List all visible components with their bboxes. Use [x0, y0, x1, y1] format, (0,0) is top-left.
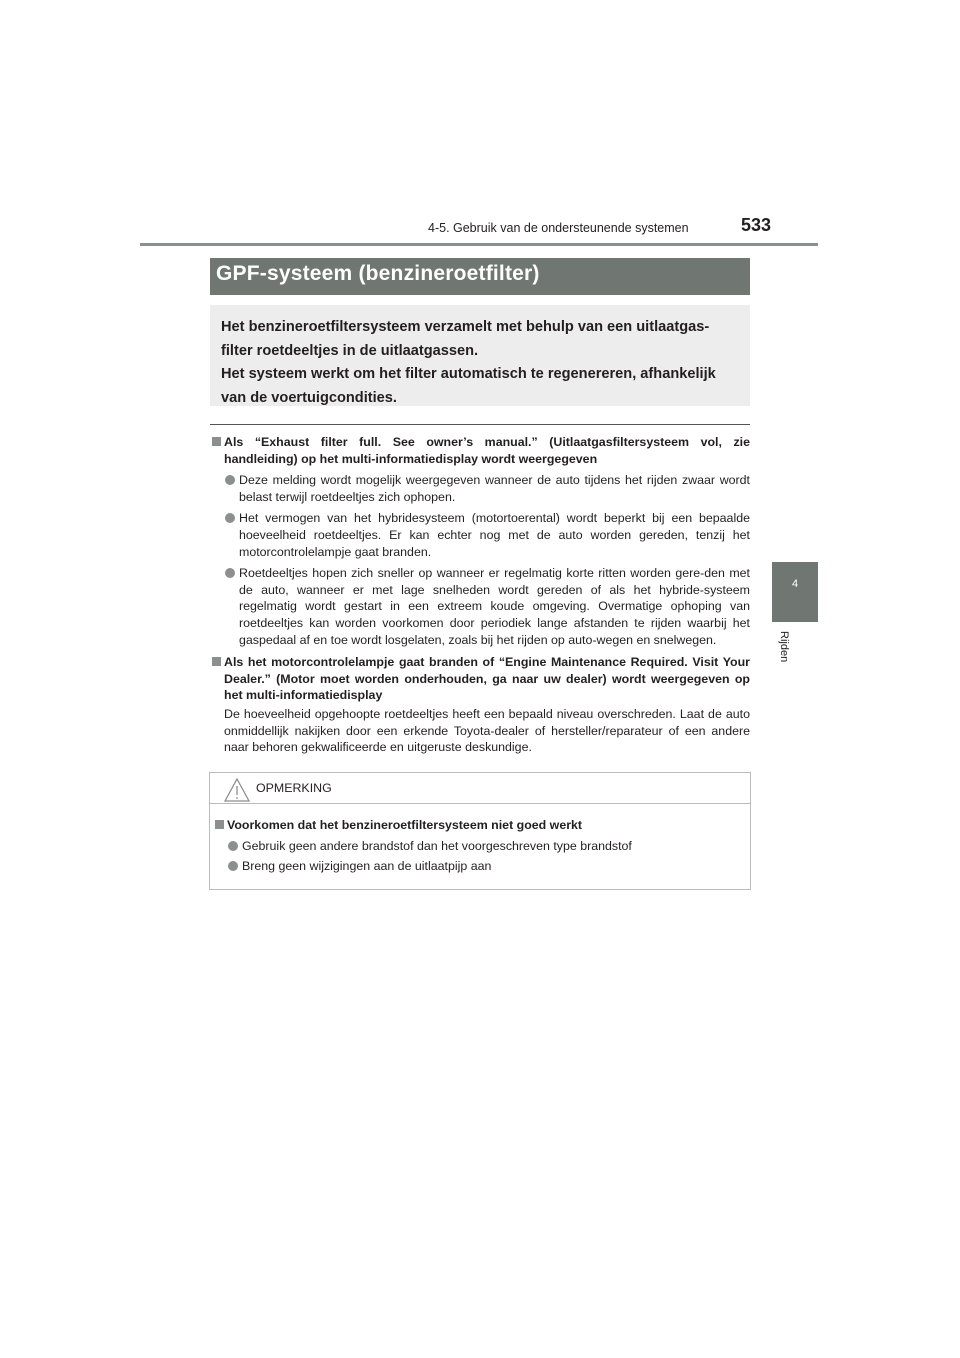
header-divider: [140, 243, 818, 246]
list-item-text: Deze melding wordt mogelijk weergegeven wanneer de auto tijdens het rijden zwaar wordt belast terwijl roetdeeltjes zich ophopen.: [239, 473, 750, 504]
note-box: [209, 772, 751, 890]
note-list-item: [213, 858, 743, 875]
warning-icon: [224, 778, 250, 802]
chapter-number: 4: [791, 578, 799, 590]
circle-bullet-icon: [228, 841, 238, 851]
list-item-text: Het vermogen van het hybridesysteem (motortoerental) wordt beperkt bij een bepaalde hoeveelheid roetdeeltjes. Er kan echter nog met de auto worden gereden, tenzij het motorcontrolelampje gaat branden.: [239, 511, 750, 559]
section-heading-text: Als het motorcontrolelampje gaat branden of “Engine Maintenance Required. Visit Your Dealer.” (Motor moet worden onderhouden, ga naar uw dealer) wordt weergegeven op het multi-informatiedisplay: [224, 655, 750, 703]
note-heading: [213, 817, 743, 834]
circle-bullet-icon: [225, 568, 235, 578]
list-item-text: Roetdeeltjes hopen zich sneller op wanneer er regelmatig korte ritten worden gere-den met de auto, wanneer er met lage snelheden wordt gereden of als het hybride-systeem regelmatig wordt gestart in een extreem koude omgeving. Overmatige ophoping van roetdeeltjes kan worden voorkomen door periodiek lange afstanden te rijden waarbij het gaspedaal af en toe wordt losgelaten, zoals bij het rijden op auto-wegen en snelwegen.: [239, 566, 750, 647]
note-divider: [210, 803, 750, 804]
chapter-tab: [772, 562, 818, 622]
page-number: 533: [741, 215, 772, 235]
section-heading-text: Als “Exhaust filter full. See owner’s manual.” (Uitlaatgasfiltersysteem vol, zie handleiding) op het multi-informatiedisplay wordt weergegeven: [224, 435, 750, 466]
section-paragraph: De hoeveelheid opgehoopte roetdeeltjes heeft een bepaald niveau overschreden. Laat de auto onmiddellijk nakijken door een erkende Toyota-dealer of hersteller/reparateur of een andere naar behoren gekwalificeerde en uitgeruste deskundige.: [224, 706, 750, 755]
list-item: [210, 510, 750, 560]
note-list-item: [213, 838, 743, 855]
section-header: 4-5. Gebruik van de ondersteunende systemen: [428, 221, 689, 235]
main-content: [210, 434, 750, 756]
circle-bullet-icon: [225, 513, 235, 523]
intro-text: [221, 316, 740, 410]
chapter-label: Rijden: [778, 631, 790, 663]
note-list-item-text: Breng geen wijzigingen aan de uitlaatpijp aan: [242, 859, 492, 874]
section-heading: [210, 654, 750, 704]
note-title: OPMERKING: [256, 781, 332, 795]
intro-line: van de voertuigcondities.: [221, 389, 397, 406]
note-heading-text: Voorkomen dat het benzineroetfiltersysteem niet goed werkt: [227, 818, 583, 832]
page-title: GPF-systeem (benzineroetfilter): [216, 262, 540, 285]
section-heading: [210, 434, 750, 467]
intro-line: filter roetdeeltjes in de uitlaatgassen.: [221, 342, 479, 359]
square-bullet-icon: [212, 657, 221, 666]
list-item: [210, 565, 750, 648]
note-content: [213, 817, 743, 875]
intro-line: Het systeem werkt om het filter automatisch te regenereren, afhankelijk: [221, 366, 716, 382]
intro-divider: [210, 424, 750, 425]
intro-line: Het benzineroetfiltersysteem verzamelt met behulp van een uitlaatgas-: [221, 319, 710, 335]
circle-bullet-icon: [225, 475, 235, 485]
square-bullet-icon: [215, 820, 224, 829]
list-item: [210, 472, 750, 505]
note-list-item-text: Gebruik geen andere brandstof dan het voorgeschreven type brandstof: [242, 838, 632, 853]
circle-bullet-icon: [228, 861, 238, 871]
square-bullet-icon: [212, 437, 221, 446]
